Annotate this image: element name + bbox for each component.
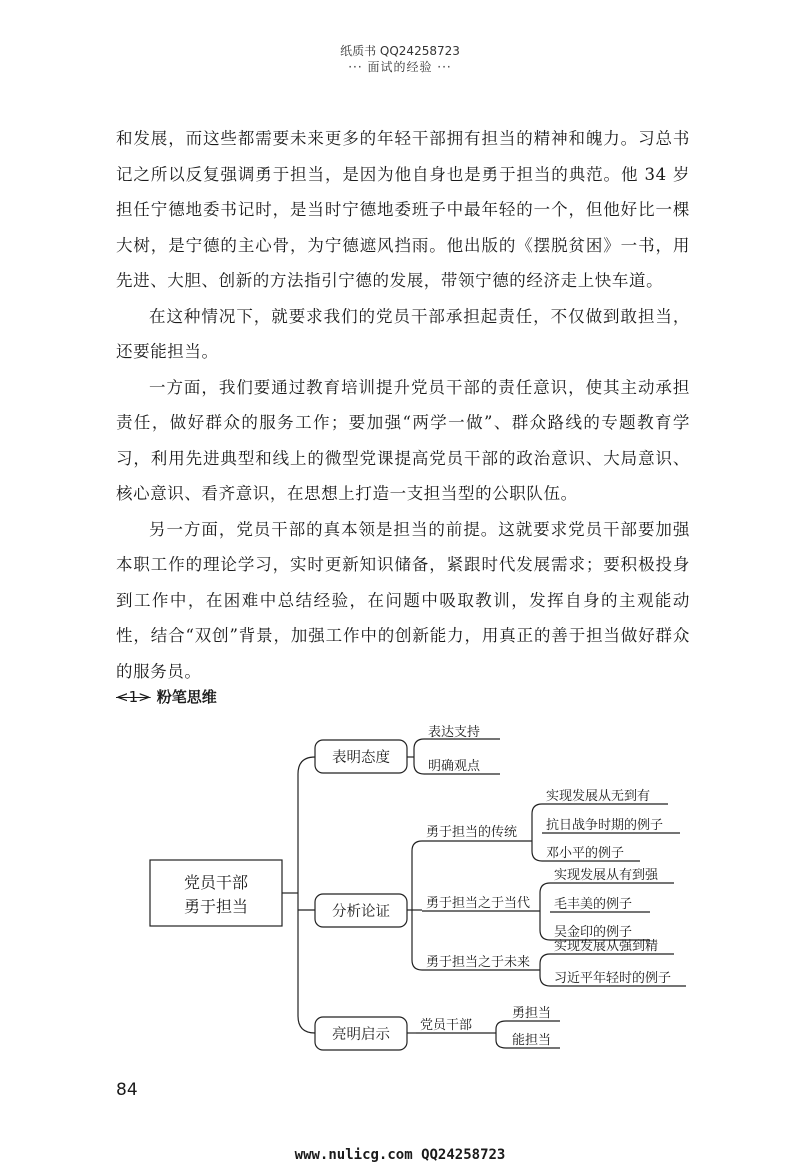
sub2-label: 勇于担当之于当代 (426, 896, 531, 911)
branch1-leaf1: 表达支持 (428, 725, 481, 740)
branch1-label: 表明态度 (332, 750, 390, 766)
branch1-leaf2: 明确观点 (428, 759, 481, 774)
branch3-sub-label: 党员干部 (420, 1018, 473, 1033)
main-bracket (298, 757, 315, 1033)
sub2-leaf2: 毛丰美的例子 (554, 897, 633, 912)
section-mark: <1> (116, 688, 151, 706)
root-node-line1: 党员干部 (183, 873, 249, 892)
branch2-label: 分析论证 (332, 904, 390, 920)
section-heading (116, 686, 217, 707)
paragraph-4: 另一方面，党员干部的真本领是担当的前提。这就要求党员干部要加强本职工作的理论学习，实时更新知识储备，紧跟时代发展需求；要积极投身到工作中，在困难中总结经验，在问题中吸取教训，发挥自身的主观能动性，结合“双创”背景，加强工作中的创新能力，用真正的善于担当做好群众的服务员。 (116, 519, 690, 681)
sub3-label: 勇于担当之于未来 (426, 955, 531, 970)
sub1-bracket (532, 804, 542, 861)
sub3-leaf1: 实现发展从强到精 (554, 939, 659, 954)
root-node-line2: 勇于担当 (183, 897, 249, 916)
sub1-leaf2: 抗日战争时期的例子 (546, 818, 664, 833)
paragraph-3: 一方面，我们要通过教育培训提升党员干部的责任意识，使其主动承担责任，做好群众的服务工作；要加强“两学一做”、群众路线的专题教育学习，利用先进典型和线上的微型党课提高党员干部的政治意识、大局意识、核心意识、看齐意识，在思想上打造一支担当型的公职队伍。 (116, 377, 690, 503)
branch3-leaf2: 能担当 (512, 1033, 552, 1048)
sub1-leaf1: 实现发展从无到有 (546, 789, 651, 804)
sub3-bracket (540, 954, 550, 986)
sub2-leaf3: 吴金印的例子 (554, 925, 633, 940)
mind-map (140, 720, 700, 1070)
sub1-label: 勇于担当的传统 (426, 825, 518, 840)
branch3-bracket (496, 1021, 506, 1048)
sub1-leaf3: 邓小平的例子 (546, 846, 625, 861)
sub2-leaf1: 实现发展从有到强 (554, 868, 659, 883)
branch3-leaf1: 勇担当 (512, 1006, 552, 1021)
paragraph-1: 和发展，而这些都需要未来更多的年轻干部拥有担当的精神和魄力。习总书记之所以反复强调勇于担当，是因为他自身也是勇于担当的典范。他 34 岁担任宁德地委书记时，是当时宁德地委班子中最年轻的一个，但他好比一棵大树，是宁德的主心骨，为宁德遮风挡雨。他出版的《摆脱贫困》一书，用先进、大胆、创新的方法指引宁德的发展，带领宁德的经济走上快车道。 (116, 129, 690, 290)
sub3-leaf2: 习近平年轻时的例子 (554, 971, 672, 986)
bottom-watermark: www.nulicg.com QQ24258723 (294, 1147, 506, 1163)
branch3-label: 亮明启示 (332, 1027, 390, 1043)
body-text (116, 121, 690, 689)
sub2-bracket (540, 883, 550, 940)
branch2-bracket (412, 841, 422, 970)
root-node-box (150, 860, 282, 926)
paragraph-2: 在这种情况下，就要求我们的党员干部承担起责任，不仅做到敢担当，还要能担当。 (116, 306, 690, 361)
running-head: ··· 面试的经验 ··· (348, 60, 452, 74)
section-title: 粉笔思维 (156, 688, 217, 706)
branch1-bracket (414, 739, 424, 774)
page-number: 84 (116, 1080, 138, 1100)
top-watermark: 纸质书 QQ24258723 (340, 44, 460, 58)
